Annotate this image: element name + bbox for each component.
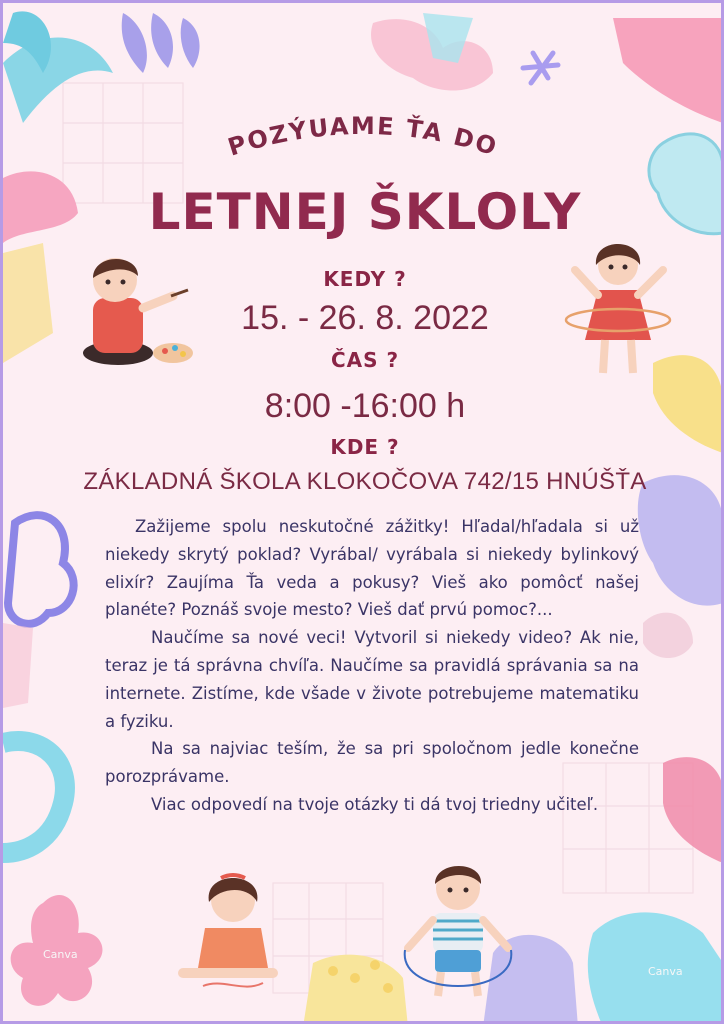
where-label: KDE ? xyxy=(330,435,400,459)
pink-corner-shape xyxy=(613,18,723,123)
heading-arc-text: POZÝUAME ŤA DO xyxy=(224,111,502,162)
paragraph: Naučíme sa nové veci! Vytvoril si niekedy video? Ak nie, teraz je tá správna chvíľa. Naučíme sa pravidlá správania sa na internete. Zistíme, kde všade v živote potrebujeme matematiku a fyziku. xyxy=(105,628,639,731)
blue-arc-shape xyxy=(3,741,65,853)
time-value: 8:00 -16:00 h xyxy=(264,387,466,425)
heading-arc xyxy=(153,93,573,183)
invitation-text xyxy=(105,513,639,819)
canva-watermark: Canva xyxy=(43,948,78,961)
paragraph: Viac odpovedí na tvoje otázky ti dá tvoj triedny učiteľ. xyxy=(151,794,599,814)
dates-value: 15. - 26. 8. 2022 xyxy=(241,299,489,337)
page-title: LETNEJ ŠKLOLY xyxy=(148,183,582,241)
purple-flower-outline xyxy=(8,515,74,624)
hula-hoop-girl-illustration xyxy=(563,235,673,385)
jump-rope-boy-illustration xyxy=(393,858,523,1008)
paragraph: Na sa najviac teším, že sa pri spoločnom jedle konečne porozprávame. xyxy=(105,739,639,787)
painting-boy-illustration xyxy=(63,248,203,373)
drawing-girl-illustration xyxy=(173,868,283,998)
canva-watermark: Canva xyxy=(648,965,683,978)
lavender-leaf-shape xyxy=(122,13,200,73)
when-label: KEDY ? xyxy=(323,267,407,291)
place-value: ZÁKLADNÁ ŠKOLA KLOKOČOVA 742/15 HNÚŠŤA xyxy=(83,468,647,495)
teal-leaf-shape xyxy=(3,11,113,123)
svg-text:POZÝUAME ŤA DO xyxy=(225,112,502,162)
star-icon xyxy=(523,53,558,83)
time-label: ČAS ? xyxy=(330,348,400,372)
paragraph: Zažijeme spolu neskutočné zážitky! Hľadal/hľadala si už niekedy skrytý poklad? Vyrábal/ vyrábala si niekedy bylinkový elixír? Zaujíma Ťa veda a pokusy? Vieš ako pomôcť našej planéte? Poznáš svoje mesto? Vieš dať prvú pomoc?... xyxy=(105,517,639,620)
